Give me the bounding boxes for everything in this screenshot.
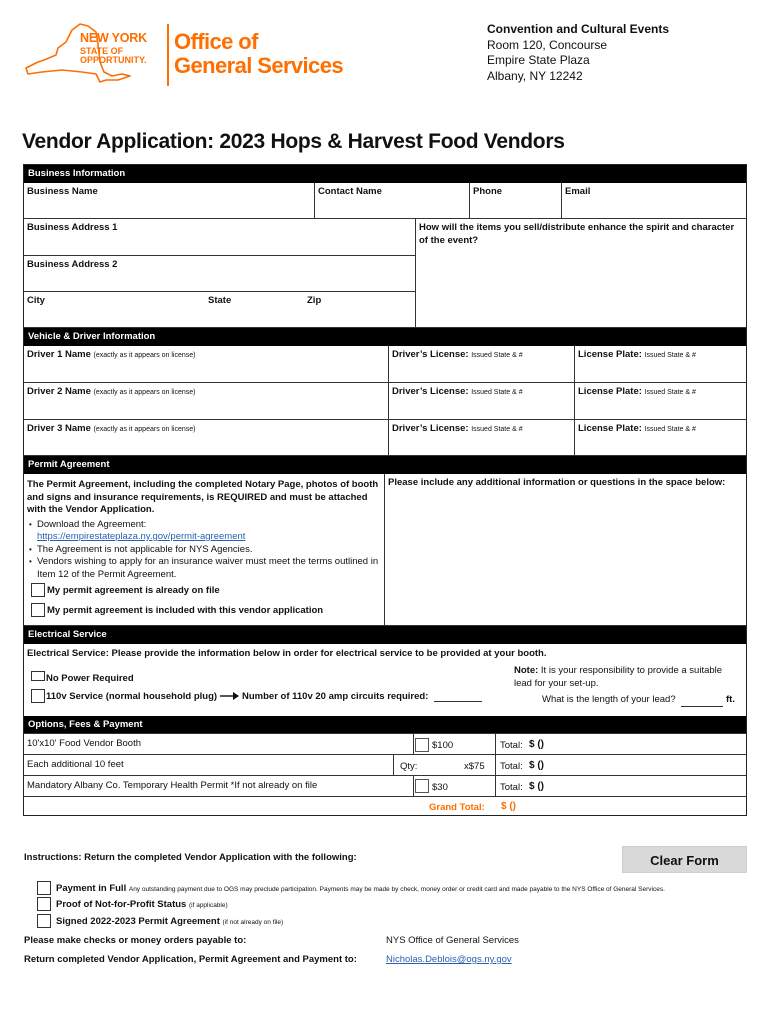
additional-total-value[interactable]: $ () (529, 760, 544, 771)
logo-wordmark (80, 32, 147, 65)
contact-name-field[interactable] (315, 183, 470, 219)
permit-bullet-download (27, 519, 387, 544)
driver2-license-label: Driver’s License: (392, 386, 469, 397)
business-section-header: Business Information (24, 165, 746, 183)
driver1-plate-hint: Issued State & # (644, 352, 696, 359)
signed-permit-hint: (if not already on file) (222, 919, 284, 926)
logo-opportunity: OPPORTUNITY. (80, 54, 147, 65)
payment-full-hint: Any outstanding payment due to OGS may preclude participation. Payments may be made by check, money order or credit card and made payable to the NYS Office of General Services. (128, 886, 665, 893)
additional-info-field[interactable] (385, 474, 746, 626)
electrical-section-header: Electrical Service (24, 626, 746, 644)
driver3-license-hint: Issued State & # (471, 426, 523, 433)
health-price: $30 (432, 782, 448, 793)
health-total-value[interactable]: $ () (529, 781, 544, 792)
logo-ogs-line1: Office of (174, 29, 258, 54)
payable-label: Please make checks or money orders payable to: (24, 935, 247, 946)
logo-ny: NEW YORK (80, 31, 147, 45)
booth-total-label: Total: (500, 740, 523, 751)
business-address2-field[interactable] (24, 256, 416, 292)
permit-included-checkbox[interactable] (31, 603, 45, 617)
electrical-note (514, 665, 734, 690)
return-instructions-heading: Instructions: Return the completed Vendor Application with the following: (24, 852, 357, 863)
business-name-field[interactable] (24, 183, 315, 219)
driver1-hint: (exactly as it appears on license) (93, 352, 196, 359)
fee-row-booth (24, 734, 746, 755)
nonprofit-hint: (if applicable) (188, 902, 228, 909)
driver1-license-label: Driver’s License: (392, 349, 469, 360)
booth-checkbox[interactable] (415, 738, 429, 752)
enhance-spirit-field[interactable] (416, 219, 746, 328)
driver3-label: Driver 3 Name (27, 423, 91, 434)
no-power-label: No Power Required (46, 673, 134, 684)
return-label: Return completed Vendor Application, Permit Agreement and Payment to: (24, 954, 357, 965)
electrical-instructions: Electrical Service: Please provide the information below in order for electrical service to be provided at your booth. (27, 648, 547, 659)
fee-row-additional (24, 755, 746, 776)
additional-price: x$75 (464, 761, 485, 772)
business-address1-label: Business Address 1 (27, 222, 118, 233)
driver2-plate-field[interactable] (575, 383, 746, 420)
driver2-name-field[interactable] (24, 383, 389, 420)
address-dept: Convention and Cultural Events (487, 22, 670, 36)
permit-on-file-checkbox[interactable] (31, 583, 45, 597)
driver2-label: Driver 2 Name (27, 386, 91, 397)
arrow-right-icon (220, 691, 240, 701)
address-room: Room 120, Concourse (487, 37, 608, 52)
page-title: Vendor Application: 2023 Hops & Harvest Food Vendors (22, 130, 565, 153)
address-plaza: Empire State Plaza (487, 53, 590, 67)
lead-length-input[interactable] (681, 706, 723, 707)
vendor-application-form (23, 164, 747, 816)
payment-full-checkbox[interactable] (37, 881, 51, 895)
driver3-name-field[interactable] (24, 420, 389, 456)
clear-form-button[interactable]: Clear Form (622, 846, 747, 873)
driver2-plate-label: License Plate: (578, 386, 642, 397)
additional-label: Each additional 10 feet (24, 755, 394, 775)
permit-included-label: My permit agreement is included with this vendor application (47, 605, 324, 616)
additional-info-label: Please include any additional information or questions in the space below: (388, 477, 726, 488)
grand-total-label: Grand Total: (429, 802, 485, 813)
driver2-license-hint: Issued State & # (471, 389, 523, 396)
driver1-plate-field[interactable] (575, 346, 746, 383)
permit-bullet-waiver: • Vendors wishing to apply for an insurance waiver must meet the terms outlined in Item 12 of the Permit Agreement. (27, 556, 387, 581)
health-permit-label: Mandatory Albany Co. Temporary Health Permit *If not already on file (24, 776, 414, 796)
driver2-hint: (exactly as it appears on license) (93, 389, 196, 396)
signed-permit-checkbox[interactable] (37, 914, 51, 928)
fee-row-health (24, 776, 746, 797)
110v-service-label: 110v Service (normal household plug) (46, 691, 218, 702)
driver1-name-field[interactable] (24, 346, 389, 383)
health-permit-checkbox[interactable] (415, 779, 429, 793)
email-label: Email (565, 186, 591, 197)
payment-full-item (56, 883, 665, 894)
contact-name-label: Contact Name (318, 186, 382, 197)
driver3-plate-field[interactable] (575, 420, 746, 456)
page-header (22, 18, 752, 98)
driver1-plate-label: License Plate: (578, 349, 642, 360)
email-field[interactable] (562, 183, 746, 219)
city-state-zip-row (24, 292, 416, 328)
lead-unit: ft. (726, 694, 735, 705)
driver3-license-label: Driver’s License: (392, 423, 469, 434)
permit-instructions (27, 479, 387, 581)
phone-field[interactable] (470, 183, 562, 219)
signed-permit-label: Signed 2022-2023 Permit Agreement (56, 916, 220, 927)
return-email-link[interactable]: Nicholas.Deblois@ogs.ny.gov (386, 954, 512, 965)
110v-service-checkbox[interactable] (31, 689, 45, 703)
mailing-address (487, 22, 669, 84)
driver1-license-hint: Issued State & # (471, 352, 523, 359)
business-name-label: Business Name (27, 186, 98, 197)
nonprofit-label: Proof of Not-for-Profit Status (56, 899, 187, 910)
no-power-checkbox[interactable] (31, 671, 45, 681)
permit-intro: The Permit Agreement, including the completed Notary Page, photos of booth and signs and insurance requirements, is REQUIRED and must be attached with the Vendor Application. (27, 479, 379, 515)
circuits-input[interactable] (434, 701, 482, 702)
city-label: City (27, 295, 45, 306)
vehicle-section-header: Vehicle & Driver Information (24, 328, 746, 346)
booth-price: $100 (432, 740, 454, 751)
driver1-label: Driver 1 Name (27, 349, 91, 360)
additional-qty-label: Qty: (400, 761, 418, 772)
payable-value: NYS Office of General Services (386, 935, 519, 946)
fees-section-header: Options, Fees & Payment (24, 716, 746, 734)
booth-label: 10'x10' Food Vendor Booth (24, 734, 414, 754)
zip-label: Zip (307, 295, 322, 306)
driver3-plate-label: License Plate: (578, 423, 642, 434)
nonprofit-item (56, 899, 228, 910)
logo-ogs-line2: General Services (174, 53, 343, 78)
payment-full-label: Payment in Full (56, 883, 127, 894)
logo-divider (167, 24, 169, 86)
business-address1-field[interactable] (24, 219, 416, 256)
note-text: It is your responsibility to provide a suitable lead for your set-up. (514, 665, 723, 689)
permit-on-file-label: My permit agreement is already on file (47, 585, 220, 596)
circuits-label: Number of 110v 20 amp circuits required: (242, 691, 429, 702)
state-label: State (208, 295, 232, 306)
lead-length-question: What is the length of your lead? (542, 694, 676, 705)
driver3-hint: (exactly as it appears on license) (93, 426, 196, 433)
address-city: Albany, NY 12242 (487, 68, 583, 83)
additional-total-label: Total: (500, 761, 523, 772)
health-total-label: Total: (500, 782, 523, 793)
permit-bullet-agencies: • The Agreement is not applicable for NYS Agencies. (27, 544, 387, 557)
driver2-plate-hint: Issued State & # (644, 389, 696, 396)
nonprofit-checkbox[interactable] (37, 897, 51, 911)
permit-bullets (27, 519, 387, 582)
note-label: Note: (514, 665, 539, 676)
logo-ogs (174, 30, 343, 78)
booth-total-value[interactable]: $ () (529, 739, 544, 750)
permit-agreement-link[interactable]: https://empirestateplaza.ny.gov/permit-agreement (37, 531, 246, 542)
driver3-license-field[interactable] (389, 420, 575, 456)
business-address2-label: Business Address 2 (27, 259, 118, 270)
logo-state: STATE OF (80, 45, 124, 56)
permit-bullet1-text: Download the Agreement: (37, 518, 147, 530)
driver1-license-field[interactable] (389, 346, 575, 383)
phone-label: Phone (473, 186, 503, 197)
enhance-spirit-label: How will the items you sell/distribute enhance the spirit and character of the event? (419, 222, 735, 246)
grand-total-value[interactable]: $ () (501, 801, 516, 812)
permit-section-header: Permit Agreement (24, 456, 746, 474)
driver2-license-field[interactable] (389, 383, 575, 420)
signed-permit-item (56, 916, 283, 927)
ogs-logo (22, 18, 362, 90)
driver3-plate-hint: Issued State & # (644, 426, 696, 433)
